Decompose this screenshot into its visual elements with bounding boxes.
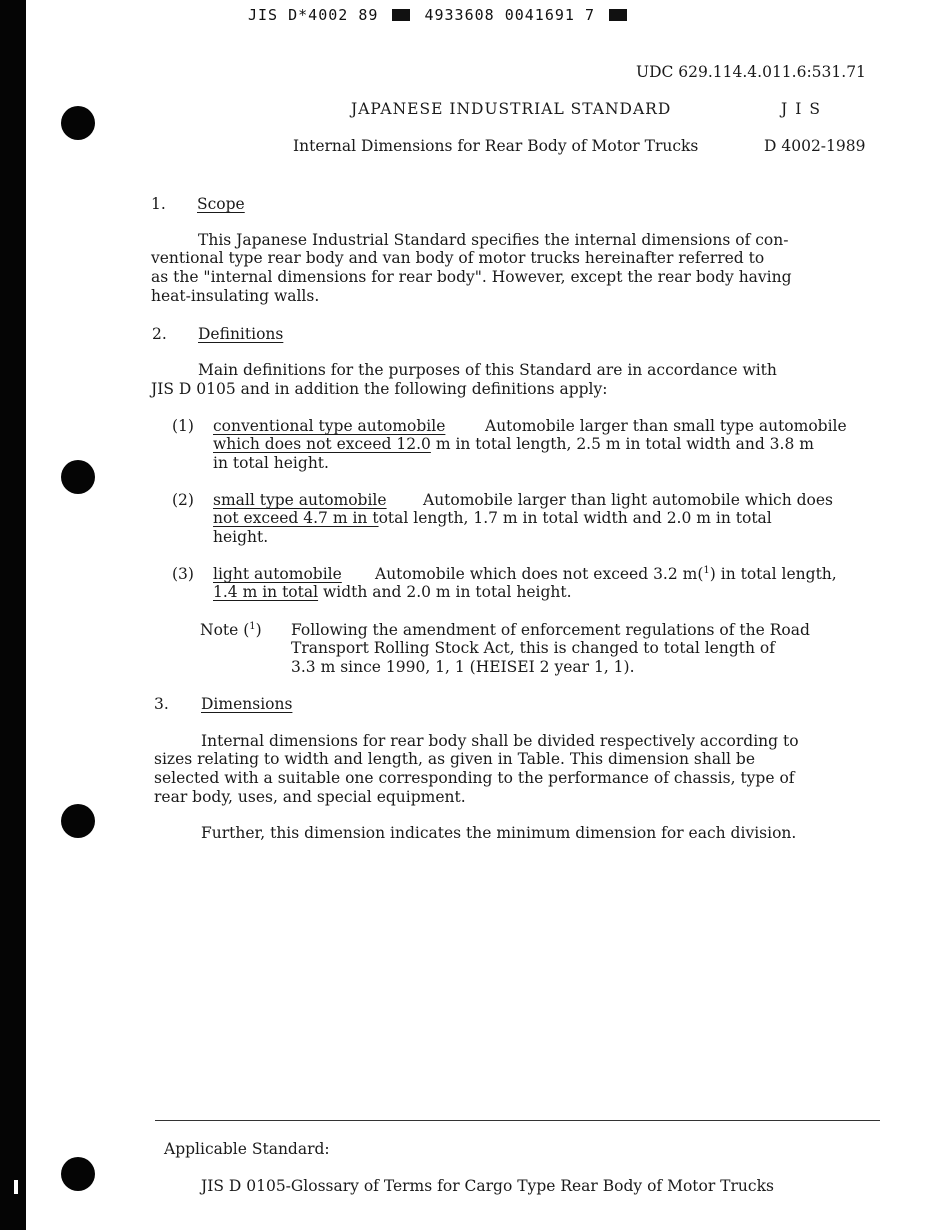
definition-text-line: Automobile larger than light automobile which does — [423, 491, 834, 509]
document-number: D 4002-1989 — [764, 137, 866, 155]
definition-number: (1) — [172, 417, 194, 435]
scan-margin-bar — [0, 0, 26, 1230]
section-number: 2. — [152, 325, 167, 343]
scope-text-line: This Japanese Industrial Standard specifies the internal dimensions of con- — [198, 231, 789, 249]
barcode-block — [392, 9, 410, 21]
section-heading-scope: Scope — [197, 195, 245, 213]
definition-term: light automobile — [213, 565, 342, 583]
dimensions-text-line: selected with a suitable one corresponding to the performance of chassis, type of — [154, 769, 795, 787]
dimensions-text-line: rear body, uses, and special equipment. — [154, 788, 466, 806]
scope-text-line: heat-insulating walls. — [151, 287, 320, 305]
punch-hole — [61, 460, 95, 494]
scope-text-line: as the "internal dimensions for rear body". However, except the rear body having — [151, 268, 792, 286]
definition-text-line: Automobile which does not exceed 3.2 m($^1$) in total length, — [375, 565, 837, 584]
definition-term: conventional type automobile — [213, 417, 446, 435]
definition-text-line: in total height. — [213, 454, 329, 472]
jis-mark: JIS — [781, 100, 828, 118]
scan-margin-mark — [14, 1180, 18, 1194]
section-number: 1. — [151, 195, 166, 213]
section-heading-dimensions: Dimensions — [201, 695, 293, 713]
scope-text-line: ventional type rear body and van body of motor trucks hereinafter referred to — [151, 249, 765, 267]
definitions-intro-line: Main definitions for the purposes of this Standard are in accordance with — [198, 361, 777, 379]
definition-text-line: 1.4 m in total width and 2.0 m in total height. — [213, 583, 572, 601]
barcode-block — [609, 9, 627, 21]
definition-number: (2) — [172, 491, 194, 509]
applicable-standard-entry: JIS D 0105-Glossary of Terms for Cargo Type Rear Body of Motor Trucks — [201, 1177, 774, 1195]
dimensions-further-text: Further, this dimension indicates the minimum dimension for each division. — [201, 824, 797, 842]
document-title: Internal Dimensions for Rear Body of Motor Trucks — [293, 137, 699, 155]
applicable-standard-label: Applicable Standard: — [164, 1140, 330, 1158]
note-text-line: 3.3 m since 1990, 1, 1 (HEISEI 2 year 1, 1). — [291, 658, 635, 676]
standard-heading: JAPANESE INDUSTRIAL STANDARD — [351, 100, 672, 118]
dimensions-text-line: sizes relating to width and length, as given in Table. This dimension shall be — [154, 750, 756, 768]
punch-hole — [61, 1157, 95, 1191]
punch-hole — [61, 106, 95, 140]
definitions-intro-line: JIS D 0105 and in addition the following definitions apply: — [151, 380, 608, 398]
definition-term: small type automobile — [213, 491, 387, 509]
section-number: 3. — [154, 695, 169, 713]
punch-hole — [61, 804, 95, 838]
dimensions-text-line: Internal dimensions for rear body shall be divided respectively according to — [201, 732, 799, 750]
definition-text-line: Automobile larger than small type automobile — [485, 417, 847, 435]
definition-text-line: height. — [213, 528, 269, 546]
definition-text-line: which does not exceed 12.0 m in total length, 2.5 m in total width and 3.8 m — [213, 435, 814, 453]
note-text-line: Following the amendment of enforcement regulations of the Road — [291, 621, 810, 639]
section-heading-definitions: Definitions — [198, 325, 284, 343]
header-code-part1: JIS D*4002 89 — [248, 6, 379, 24]
header-code — [248, 6, 631, 24]
definition-number: (3) — [172, 565, 194, 583]
udc-code: UDC 629.114.4.011.6:531.71 — [636, 63, 866, 81]
footer-divider — [155, 1120, 880, 1121]
footnote-marker: 1 — [703, 565, 710, 576]
header-code-part2: 4933608 0041691 7 — [424, 6, 595, 24]
note-text-line: Transport Rolling Stock Act, this is changed to total length of — [291, 639, 775, 657]
note-label: Note ($^1$) — [200, 621, 262, 640]
definition-text-line: not exceed 4.7 m in total length, 1.7 m in total width and 2.0 m in total — [213, 509, 772, 527]
